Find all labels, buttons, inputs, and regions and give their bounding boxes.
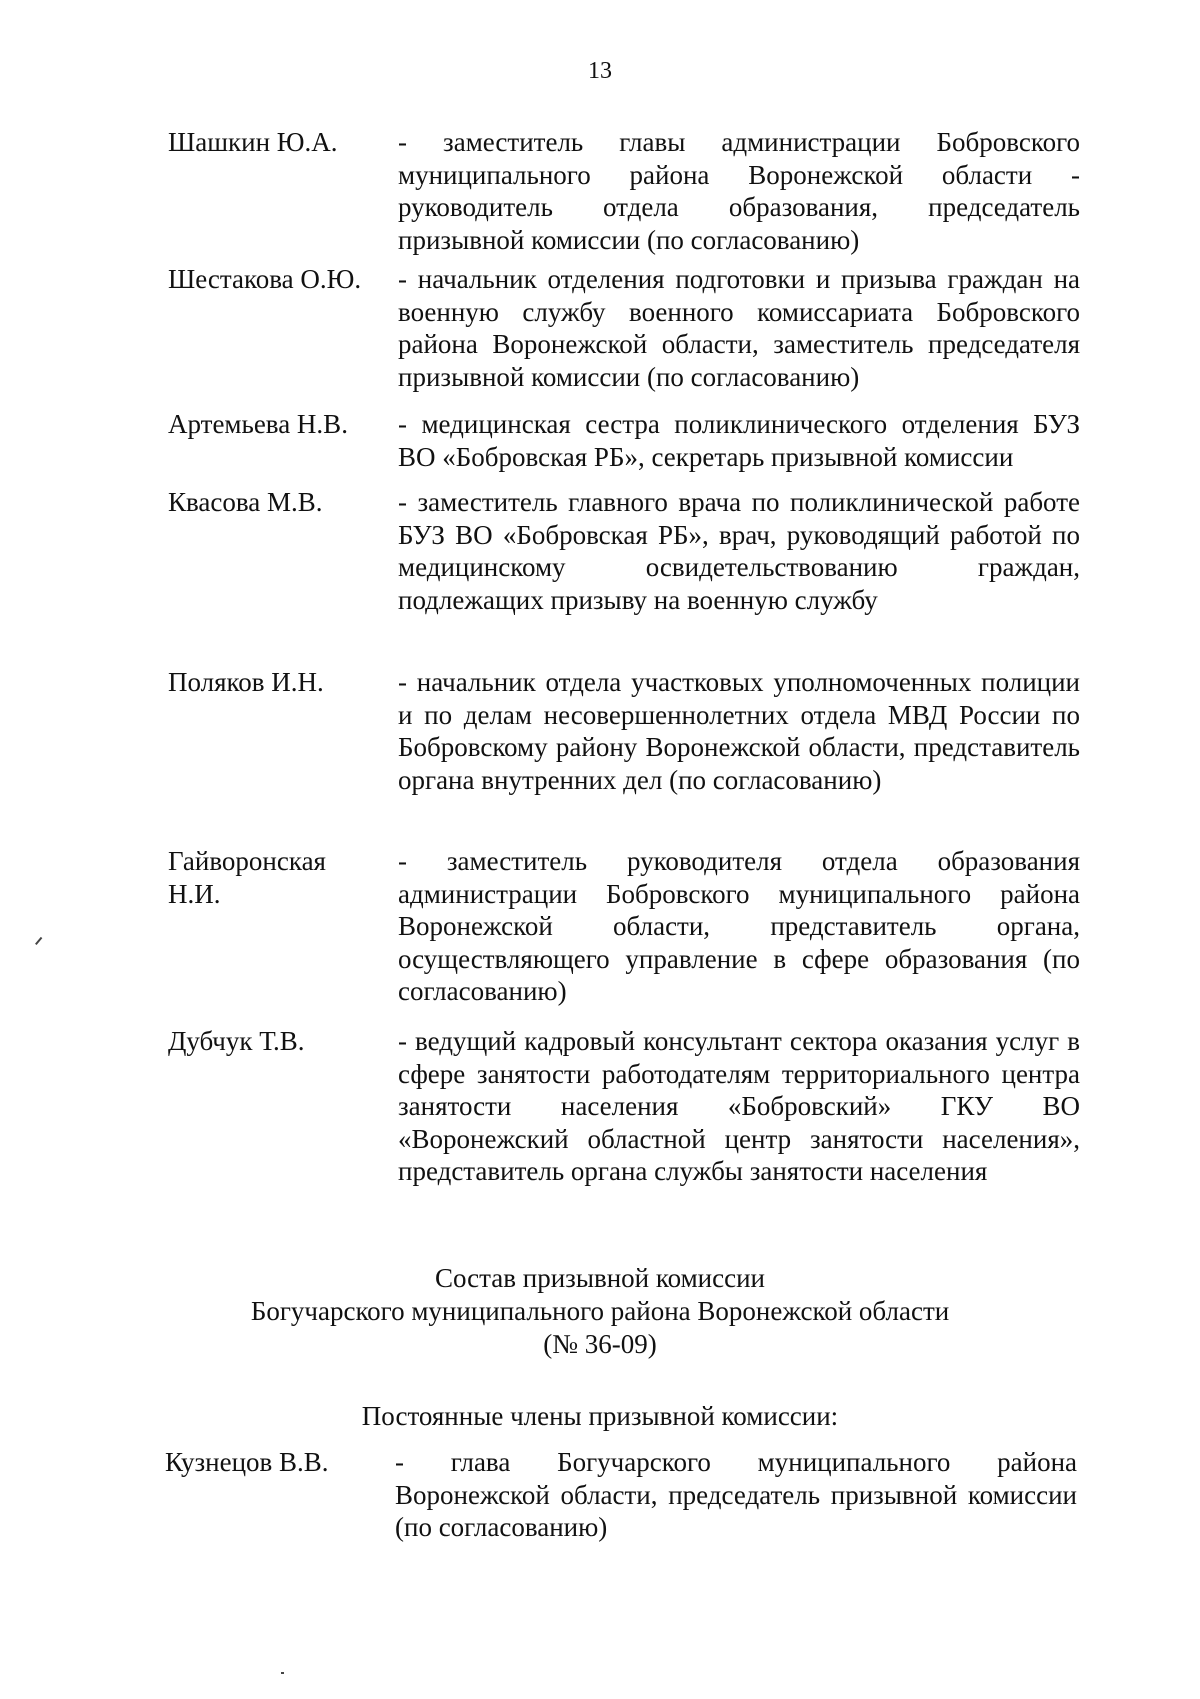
member-name: Поляков И.Н.: [168, 667, 324, 697]
member-name: Кузнецов В.В.: [165, 1447, 329, 1477]
member-name: Шестакова О.Ю.: [168, 264, 362, 294]
member-name: Шашкин Ю.А.: [168, 127, 338, 157]
member-role: - начальник отдела участковых уполномоченных полиции и по делам несовершеннолетних отдела МВД России по Бобровскому району Воронежской области, представитель органа внутренних дел (по согласованию): [398, 667, 1080, 795]
member-role: - заместитель главного врача по поликлинической работе БУЗ ВО «Бобровская РБ», врач, руководящий работой по медицинскому освидетельствованию граждан, подлежащих призыву на военную службу: [398, 487, 1080, 615]
section-title-number: (№ 36-09): [543, 1329, 657, 1359]
member-name: Квасова М.В.: [168, 487, 323, 517]
member-role: - заместитель руководителя отдела образования администрации Бобровского муниципального района Воронежской области, представитель органа, осуществляющего управление в сфере образования (по согласованию): [398, 846, 1080, 1006]
member-role: - заместитель главы администрации Бобровского муниципального района Воронежской области - руководитель отдела образования, председатель призывной комиссии (по согласованию): [398, 127, 1080, 255]
scan-speck: [35, 937, 42, 945]
section-subtitle: Постоянные члены призывной комиссии:: [361, 1401, 839, 1431]
member-name: Гайворонская Н.И.: [168, 846, 326, 909]
page-number: 13: [588, 58, 612, 84]
member-role: - ведущий кадровый консультант сектора оказания услуг в сфере занятости работодателям территориального центра занятости населения «Бобровский» ГКУ ВО «Воронежский областной центр занятости населения», представитель органа службы занятости населения: [398, 1026, 1080, 1186]
section-title-line: Состав призывной комиссии: [434, 1263, 765, 1293]
member-role: - медицинская сестра поликлинического отделения БУЗ ВО «Бобровская РБ», секретарь призывной комиссии: [398, 409, 1080, 472]
section-title-line: Богучарского муниципального района Воронежской области: [250, 1296, 950, 1326]
scan-speck: [281, 1672, 284, 1674]
member-role: - начальник отделения подготовки и призыва граждан на военную службу военного комиссариата Бобровского района Воронежской области, заместитель председателя призывной комиссии (по согласованию): [398, 264, 1080, 392]
member-name: Дубчук Т.В.: [168, 1026, 305, 1056]
member-name: Артемьева Н.В.: [168, 409, 348, 439]
member-role: - глава Богучарского муниципального района Воронежской области, председатель призывной комиссии (по согласованию): [395, 1447, 1077, 1542]
